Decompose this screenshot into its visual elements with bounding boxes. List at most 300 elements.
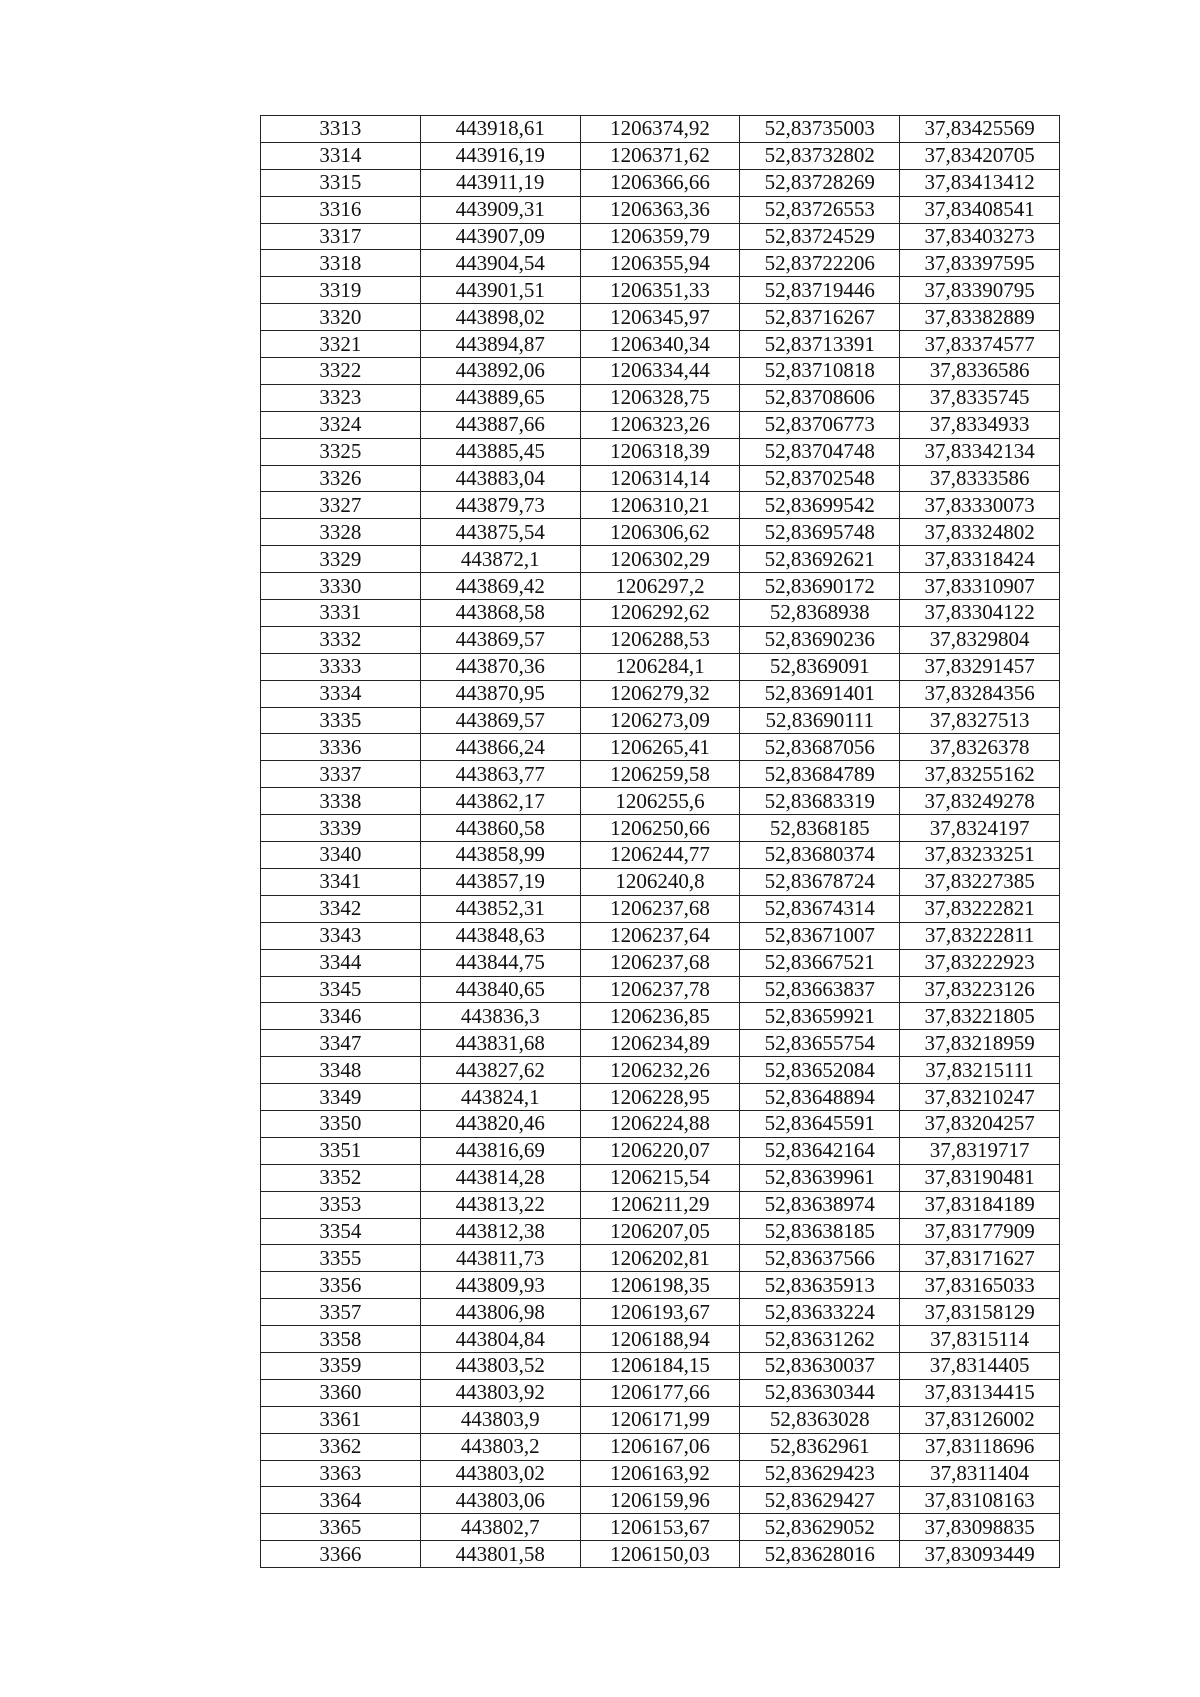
table-row (261, 788, 1060, 815)
x-coordinate-cell: 443803,52 (420, 1352, 580, 1379)
point-number-cell: 3347 (261, 1030, 421, 1057)
x-coordinate-cell: 443827,62 (420, 1057, 580, 1084)
y-coordinate-cell: 1206184,15 (580, 1352, 740, 1379)
table-row (261, 331, 1060, 358)
x-coordinate-cell: 443911,19 (420, 169, 580, 196)
table-row (261, 411, 1060, 438)
y-coordinate-cell: 1206207,05 (580, 1218, 740, 1245)
x-coordinate-cell: 443809,93 (420, 1272, 580, 1299)
longitude-cell: 37,8336586 (900, 358, 1060, 385)
longitude-cell: 37,8311404 (900, 1460, 1060, 1487)
longitude-cell: 37,83184189 (900, 1191, 1060, 1218)
y-coordinate-cell: 1206273,09 (580, 707, 740, 734)
table-row (261, 1084, 1060, 1111)
x-coordinate-cell: 443801,58 (420, 1541, 580, 1568)
latitude-cell: 52,83699542 (740, 492, 900, 519)
point-number-cell: 3346 (261, 1003, 421, 1030)
longitude-cell: 37,8329804 (900, 626, 1060, 653)
longitude-cell: 37,8334933 (900, 411, 1060, 438)
table-row (261, 358, 1060, 385)
point-number-cell: 3350 (261, 1110, 421, 1137)
point-number-cell: 3337 (261, 761, 421, 788)
longitude-cell: 37,83218959 (900, 1030, 1060, 1057)
x-coordinate-cell: 443816,69 (420, 1137, 580, 1164)
table-row (261, 519, 1060, 546)
latitude-cell: 52,83716267 (740, 304, 900, 331)
table-row (261, 922, 1060, 949)
latitude-cell: 52,8362961 (740, 1433, 900, 1460)
point-number-cell: 3318 (261, 250, 421, 277)
point-number-cell: 3328 (261, 519, 421, 546)
longitude-cell: 37,83255162 (900, 761, 1060, 788)
longitude-cell: 37,83249278 (900, 788, 1060, 815)
point-number-cell: 3342 (261, 895, 421, 922)
x-coordinate-cell: 443869,57 (420, 626, 580, 653)
x-coordinate-cell: 443803,92 (420, 1379, 580, 1406)
latitude-cell: 52,83648894 (740, 1084, 900, 1111)
y-coordinate-cell: 1206288,53 (580, 626, 740, 653)
longitude-cell: 37,8324197 (900, 815, 1060, 842)
longitude-cell: 37,83190481 (900, 1164, 1060, 1191)
table-row (261, 277, 1060, 304)
latitude-cell: 52,83708606 (740, 384, 900, 411)
point-number-cell: 3317 (261, 223, 421, 250)
longitude-cell: 37,83408541 (900, 196, 1060, 223)
latitude-cell: 52,83726553 (740, 196, 900, 223)
latitude-cell: 52,83710818 (740, 358, 900, 385)
x-coordinate-cell: 443858,99 (420, 842, 580, 869)
latitude-cell: 52,83629052 (740, 1514, 900, 1541)
point-number-cell: 3341 (261, 868, 421, 895)
longitude-cell: 37,83222811 (900, 922, 1060, 949)
x-coordinate-cell: 443870,95 (420, 680, 580, 707)
longitude-cell: 37,83222821 (900, 895, 1060, 922)
x-coordinate-cell: 443869,42 (420, 573, 580, 600)
y-coordinate-cell: 1206193,67 (580, 1299, 740, 1326)
y-coordinate-cell: 1206292,62 (580, 600, 740, 627)
table-row (261, 1460, 1060, 1487)
table-row (261, 223, 1060, 250)
y-coordinate-cell: 1206363,36 (580, 196, 740, 223)
latitude-cell: 52,83695748 (740, 519, 900, 546)
latitude-cell: 52,83667521 (740, 949, 900, 976)
longitude-cell: 37,83204257 (900, 1110, 1060, 1137)
table-row (261, 680, 1060, 707)
y-coordinate-cell: 1206297,2 (580, 573, 740, 600)
table-row (261, 868, 1060, 895)
latitude-cell: 52,83719446 (740, 277, 900, 304)
x-coordinate-cell: 443909,31 (420, 196, 580, 223)
x-coordinate-cell: 443875,54 (420, 519, 580, 546)
longitude-cell: 37,8315114 (900, 1326, 1060, 1353)
longitude-cell: 37,83165033 (900, 1272, 1060, 1299)
y-coordinate-cell: 1206224,88 (580, 1110, 740, 1137)
table-row (261, 1110, 1060, 1137)
x-coordinate-cell: 443916,19 (420, 142, 580, 169)
longitude-cell: 37,8326378 (900, 734, 1060, 761)
latitude-cell: 52,83642164 (740, 1137, 900, 1164)
point-number-cell: 3361 (261, 1406, 421, 1433)
x-coordinate-cell: 443883,04 (420, 465, 580, 492)
point-number-cell: 3315 (261, 169, 421, 196)
latitude-cell: 52,83645591 (740, 1110, 900, 1137)
x-coordinate-cell: 443866,24 (420, 734, 580, 761)
latitude-cell: 52,83637566 (740, 1245, 900, 1272)
table-row (261, 1218, 1060, 1245)
x-coordinate-cell: 443898,02 (420, 304, 580, 331)
table-row (261, 707, 1060, 734)
table-row (261, 1433, 1060, 1460)
point-number-cell: 3323 (261, 384, 421, 411)
point-number-cell: 3336 (261, 734, 421, 761)
latitude-cell: 52,83735003 (740, 116, 900, 143)
point-number-cell: 3331 (261, 600, 421, 627)
table-row (261, 842, 1060, 869)
y-coordinate-cell: 1206167,06 (580, 1433, 740, 1460)
x-coordinate-cell: 443918,61 (420, 116, 580, 143)
point-number-cell: 3359 (261, 1352, 421, 1379)
table-row (261, 142, 1060, 169)
y-coordinate-cell: 1206340,34 (580, 331, 740, 358)
x-coordinate-cell: 443860,58 (420, 815, 580, 842)
y-coordinate-cell: 1206202,81 (580, 1245, 740, 1272)
latitude-cell: 52,83728269 (740, 169, 900, 196)
table-row (261, 304, 1060, 331)
longitude-cell: 37,83397595 (900, 250, 1060, 277)
y-coordinate-cell: 1206323,26 (580, 411, 740, 438)
latitude-cell: 52,83671007 (740, 922, 900, 949)
x-coordinate-cell: 443804,84 (420, 1326, 580, 1353)
latitude-cell: 52,83732802 (740, 142, 900, 169)
y-coordinate-cell: 1206188,94 (580, 1326, 740, 1353)
latitude-cell: 52,8363028 (740, 1406, 900, 1433)
table-row (261, 949, 1060, 976)
y-coordinate-cell: 1206232,26 (580, 1057, 740, 1084)
latitude-cell: 52,83680374 (740, 842, 900, 869)
longitude-cell: 37,83374577 (900, 331, 1060, 358)
longitude-cell: 37,83318424 (900, 546, 1060, 573)
y-coordinate-cell: 1206236,85 (580, 1003, 740, 1030)
latitude-cell: 52,83724529 (740, 223, 900, 250)
table-row (261, 1514, 1060, 1541)
longitude-cell: 37,8333586 (900, 465, 1060, 492)
y-coordinate-cell: 1206234,89 (580, 1030, 740, 1057)
table-row (261, 1272, 1060, 1299)
y-coordinate-cell: 1206371,62 (580, 142, 740, 169)
latitude-cell: 52,83659921 (740, 1003, 900, 1030)
longitude-cell: 37,83221805 (900, 1003, 1060, 1030)
point-number-cell: 3332 (261, 626, 421, 653)
latitude-cell: 52,83692621 (740, 546, 900, 573)
y-coordinate-cell: 1206171,99 (580, 1406, 740, 1433)
x-coordinate-cell: 443863,77 (420, 761, 580, 788)
y-coordinate-cell: 1206159,96 (580, 1487, 740, 1514)
point-number-cell: 3330 (261, 573, 421, 600)
longitude-cell: 37,83420705 (900, 142, 1060, 169)
point-number-cell: 3333 (261, 653, 421, 680)
x-coordinate-cell: 443820,46 (420, 1110, 580, 1137)
latitude-cell: 52,83687056 (740, 734, 900, 761)
y-coordinate-cell: 1206318,39 (580, 438, 740, 465)
longitude-cell: 37,83210247 (900, 1084, 1060, 1111)
y-coordinate-cell: 1206284,1 (580, 653, 740, 680)
latitude-cell: 52,83638185 (740, 1218, 900, 1245)
point-number-cell: 3355 (261, 1245, 421, 1272)
latitude-cell: 52,83722206 (740, 250, 900, 277)
point-number-cell: 3353 (261, 1191, 421, 1218)
latitude-cell: 52,83690111 (740, 707, 900, 734)
longitude-cell: 37,83158129 (900, 1299, 1060, 1326)
y-coordinate-cell: 1206306,62 (580, 519, 740, 546)
x-coordinate-cell: 443824,1 (420, 1084, 580, 1111)
point-number-cell: 3339 (261, 815, 421, 842)
point-number-cell: 3324 (261, 411, 421, 438)
y-coordinate-cell: 1206265,41 (580, 734, 740, 761)
y-coordinate-cell: 1206366,66 (580, 169, 740, 196)
longitude-cell: 37,83233251 (900, 842, 1060, 869)
point-number-cell: 3363 (261, 1460, 421, 1487)
longitude-cell: 37,83310907 (900, 573, 1060, 600)
longitude-cell: 37,83227385 (900, 868, 1060, 895)
point-number-cell: 3338 (261, 788, 421, 815)
y-coordinate-cell: 1206314,14 (580, 465, 740, 492)
longitude-cell: 37,8314405 (900, 1352, 1060, 1379)
x-coordinate-cell: 443848,63 (420, 922, 580, 949)
y-coordinate-cell: 1206150,03 (580, 1541, 740, 1568)
y-coordinate-cell: 1206255,6 (580, 788, 740, 815)
coordinate-table-body (261, 116, 1060, 1568)
y-coordinate-cell: 1206237,68 (580, 895, 740, 922)
longitude-cell: 37,83284356 (900, 680, 1060, 707)
longitude-cell: 37,83126002 (900, 1406, 1060, 1433)
y-coordinate-cell: 1206228,95 (580, 1084, 740, 1111)
table-row (261, 1379, 1060, 1406)
latitude-cell: 52,83633224 (740, 1299, 900, 1326)
latitude-cell: 52,83704748 (740, 438, 900, 465)
y-coordinate-cell: 1206237,78 (580, 976, 740, 1003)
latitude-cell: 52,83655754 (740, 1030, 900, 1057)
point-number-cell: 3357 (261, 1299, 421, 1326)
x-coordinate-cell: 443887,66 (420, 411, 580, 438)
y-coordinate-cell: 1206198,35 (580, 1272, 740, 1299)
point-number-cell: 3319 (261, 277, 421, 304)
longitude-cell: 37,83222923 (900, 949, 1060, 976)
table-row (261, 250, 1060, 277)
point-number-cell: 3356 (261, 1272, 421, 1299)
x-coordinate-cell: 443852,31 (420, 895, 580, 922)
longitude-cell: 37,83425569 (900, 116, 1060, 143)
x-coordinate-cell: 443869,57 (420, 707, 580, 734)
table-row (261, 116, 1060, 143)
table-row (261, 384, 1060, 411)
point-number-cell: 3354 (261, 1218, 421, 1245)
latitude-cell: 52,83663837 (740, 976, 900, 1003)
latitude-cell: 52,8369091 (740, 653, 900, 680)
y-coordinate-cell: 1206250,66 (580, 815, 740, 842)
x-coordinate-cell: 443813,22 (420, 1191, 580, 1218)
x-coordinate-cell: 443868,58 (420, 600, 580, 627)
longitude-cell: 37,83171627 (900, 1245, 1060, 1272)
x-coordinate-cell: 443844,75 (420, 949, 580, 976)
longitude-cell: 37,83098835 (900, 1514, 1060, 1541)
point-number-cell: 3335 (261, 707, 421, 734)
table-row (261, 1164, 1060, 1191)
point-number-cell: 3365 (261, 1514, 421, 1541)
latitude-cell: 52,83629423 (740, 1460, 900, 1487)
coordinate-table (260, 115, 1060, 1568)
table-row (261, 492, 1060, 519)
longitude-cell: 37,83330073 (900, 492, 1060, 519)
point-number-cell: 3351 (261, 1137, 421, 1164)
y-coordinate-cell: 1206240,8 (580, 868, 740, 895)
x-coordinate-cell: 443831,68 (420, 1030, 580, 1057)
latitude-cell: 52,83638974 (740, 1191, 900, 1218)
y-coordinate-cell: 1206163,92 (580, 1460, 740, 1487)
longitude-cell: 37,8319717 (900, 1137, 1060, 1164)
latitude-cell: 52,83628016 (740, 1541, 900, 1568)
table-row (261, 1326, 1060, 1353)
longitude-cell: 37,83177909 (900, 1218, 1060, 1245)
longitude-cell: 37,83342134 (900, 438, 1060, 465)
longitude-cell: 37,83223126 (900, 976, 1060, 1003)
table-row (261, 653, 1060, 680)
point-number-cell: 3326 (261, 465, 421, 492)
longitude-cell: 37,83390795 (900, 277, 1060, 304)
longitude-cell: 37,83215111 (900, 1057, 1060, 1084)
point-number-cell: 3343 (261, 922, 421, 949)
y-coordinate-cell: 1206215,54 (580, 1164, 740, 1191)
table-row (261, 1137, 1060, 1164)
x-coordinate-cell: 443803,02 (420, 1460, 580, 1487)
y-coordinate-cell: 1206279,32 (580, 680, 740, 707)
table-row (261, 1541, 1060, 1568)
longitude-cell: 37,83403273 (900, 223, 1060, 250)
longitude-cell: 37,83093449 (900, 1541, 1060, 1568)
y-coordinate-cell: 1206220,07 (580, 1137, 740, 1164)
latitude-cell: 52,83631262 (740, 1326, 900, 1353)
longitude-cell: 37,83413412 (900, 169, 1060, 196)
point-number-cell: 3344 (261, 949, 421, 976)
latitude-cell: 52,83678724 (740, 868, 900, 895)
point-number-cell: 3320 (261, 304, 421, 331)
point-number-cell: 3313 (261, 116, 421, 143)
table-row (261, 1487, 1060, 1514)
y-coordinate-cell: 1206334,44 (580, 358, 740, 385)
point-number-cell: 3327 (261, 492, 421, 519)
latitude-cell: 52,83690172 (740, 573, 900, 600)
point-number-cell: 3316 (261, 196, 421, 223)
y-coordinate-cell: 1206177,66 (580, 1379, 740, 1406)
y-coordinate-cell: 1206374,92 (580, 116, 740, 143)
longitude-cell: 37,83118696 (900, 1433, 1060, 1460)
x-coordinate-cell: 443904,54 (420, 250, 580, 277)
x-coordinate-cell: 443806,98 (420, 1299, 580, 1326)
x-coordinate-cell: 443872,1 (420, 546, 580, 573)
table-row (261, 976, 1060, 1003)
point-number-cell: 3349 (261, 1084, 421, 1111)
table-row (261, 1030, 1060, 1057)
y-coordinate-cell: 1206345,97 (580, 304, 740, 331)
table-row (261, 626, 1060, 653)
latitude-cell: 52,83691401 (740, 680, 900, 707)
y-coordinate-cell: 1206359,79 (580, 223, 740, 250)
longitude-cell: 37,83304122 (900, 600, 1060, 627)
latitude-cell: 52,8368938 (740, 600, 900, 627)
longitude-cell: 37,8335745 (900, 384, 1060, 411)
table-row (261, 1299, 1060, 1326)
x-coordinate-cell: 443802,7 (420, 1514, 580, 1541)
y-coordinate-cell: 1206302,29 (580, 546, 740, 573)
latitude-cell: 52,83630037 (740, 1352, 900, 1379)
latitude-cell: 52,83629427 (740, 1487, 900, 1514)
table-row (261, 895, 1060, 922)
longitude-cell: 37,83382889 (900, 304, 1060, 331)
table-row (261, 1191, 1060, 1218)
y-coordinate-cell: 1206244,77 (580, 842, 740, 869)
latitude-cell: 52,83713391 (740, 331, 900, 358)
y-coordinate-cell: 1206237,64 (580, 922, 740, 949)
table-row (261, 600, 1060, 627)
latitude-cell: 52,8368185 (740, 815, 900, 842)
latitude-cell: 52,83684789 (740, 761, 900, 788)
x-coordinate-cell: 443840,65 (420, 976, 580, 1003)
x-coordinate-cell: 443894,87 (420, 331, 580, 358)
point-number-cell: 3340 (261, 842, 421, 869)
x-coordinate-cell: 443879,73 (420, 492, 580, 519)
point-number-cell: 3358 (261, 1326, 421, 1353)
point-number-cell: 3325 (261, 438, 421, 465)
point-number-cell: 3364 (261, 1487, 421, 1514)
table-row (261, 1352, 1060, 1379)
x-coordinate-cell: 443907,09 (420, 223, 580, 250)
y-coordinate-cell: 1206237,68 (580, 949, 740, 976)
table-row (261, 196, 1060, 223)
point-number-cell: 3366 (261, 1541, 421, 1568)
point-number-cell: 3352 (261, 1164, 421, 1191)
y-coordinate-cell: 1206351,33 (580, 277, 740, 304)
x-coordinate-cell: 443889,65 (420, 384, 580, 411)
point-number-cell: 3329 (261, 546, 421, 573)
table-row (261, 573, 1060, 600)
table-row (261, 761, 1060, 788)
point-number-cell: 3362 (261, 1433, 421, 1460)
point-number-cell: 3314 (261, 142, 421, 169)
table-row (261, 1003, 1060, 1030)
table-row (261, 465, 1060, 492)
longitude-cell: 37,83134415 (900, 1379, 1060, 1406)
table-row (261, 1245, 1060, 1272)
point-number-cell: 3348 (261, 1057, 421, 1084)
x-coordinate-cell: 443803,06 (420, 1487, 580, 1514)
x-coordinate-cell: 443836,3 (420, 1003, 580, 1030)
point-number-cell: 3322 (261, 358, 421, 385)
latitude-cell: 52,83683319 (740, 788, 900, 815)
latitude-cell: 52,83652084 (740, 1057, 900, 1084)
longitude-cell: 37,83291457 (900, 653, 1060, 680)
point-number-cell: 3345 (261, 976, 421, 1003)
table-row (261, 169, 1060, 196)
point-number-cell: 3334 (261, 680, 421, 707)
x-coordinate-cell: 443803,9 (420, 1406, 580, 1433)
y-coordinate-cell: 1206153,67 (580, 1514, 740, 1541)
x-coordinate-cell: 443812,38 (420, 1218, 580, 1245)
latitude-cell: 52,83630344 (740, 1379, 900, 1406)
latitude-cell: 52,83706773 (740, 411, 900, 438)
table-row (261, 734, 1060, 761)
y-coordinate-cell: 1206310,21 (580, 492, 740, 519)
latitude-cell: 52,83702548 (740, 465, 900, 492)
longitude-cell: 37,83108163 (900, 1487, 1060, 1514)
